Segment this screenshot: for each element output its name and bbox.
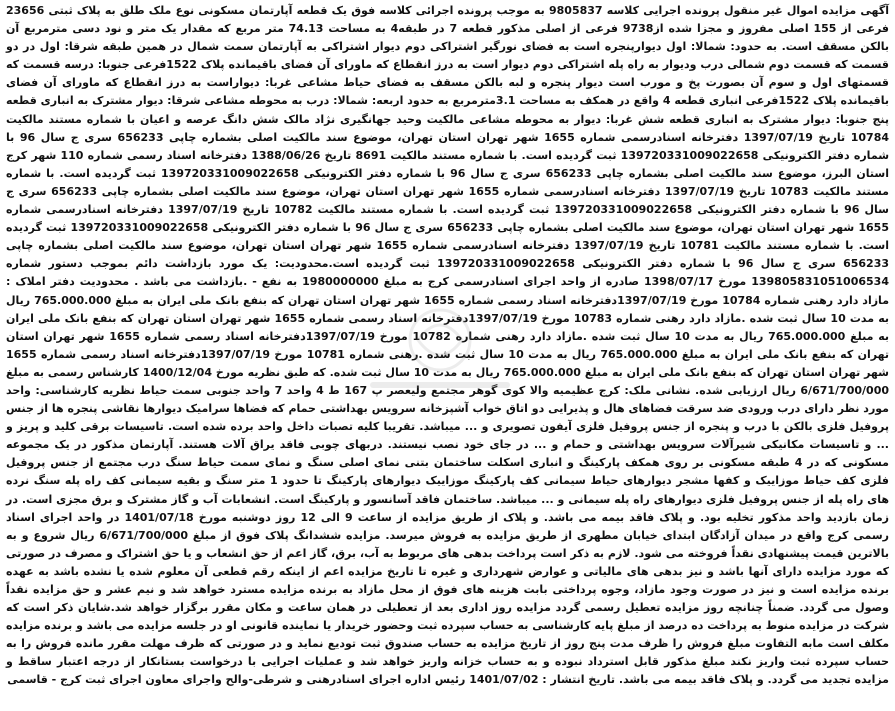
auction-notice-text: آگهی مزایده اموال غیر منقول پرونده اجرایی کلاسه 9805837 به موجب پرونده اجرائی کلاسه فوق یک قطعه آپارتمان مسکونی نوع ملک طلق به پلاک ثبتی 23656 فرعی از 155 اصلی مفروز و مجزا شده از9738 فرعی از اصلی مذکور قطعه 7 در طبقه4 به مساحت 74.13 متر مربع که مقدار یک متر و نود دسی مترمربع آن بالکن مسقف است. به حدود: شمالا: اول دیوارپنجره است به فضای نورگیر اشتراکی دوم دیوار اشتراکی به آپارتمان سمت شمال در همین طبقه شرقا: اول در دو قسمت که قسمت دوم شمالی درب ودیوار به راه پله اشتراکی دوم دیوار است به درز انقطاع که ماورای آن فضای باقیمانده پلاک 1522فرعی جنوبا: درسه قسمت که قسمتهای اول و سوم آن بصورت پخ و مورب است دیوار پنجره و لبه بالکن مسقف به فضای حیاط مشاعی غربا: دیواراست به درز انقطاع که ماورای آن فضای باقیمانده پلاک 1522فرعی انباری قطعه 4 واقع در همکف به مساحت 3.1مترمربع به حدود اربعه: شمالا: درب به محوطه مشاعی شرقا: دیوار مشترک به انباری قطعه پنج جنوبا: دیوار مشترک به انباری قطعه شش غربا: دیوار به محوطه مشاعی مالکیت وحید جهانگیری نژاد مالک شش دانگ عرصه و اعیان با شماره مستند مالکیت 10784 تاریخ 1397/07/19 دفترخانه اسنادرسمی شماره 1655 شهر تهران استان تهران، موضوع سند مالکیت اصلی بشماره چاپی 656233 سری ج سال 96 با شماره دفتر الکترونیکی 139720331009022658 ثبت گردیده است. با شماره مستند مالکیت 8691 تاریخ 1388/06/26 دفترخانه اسناد رسمی شماره 110 شهر کرج استان البرز، موضوع سند مالکیت اصلی بشماره چاپی 656233 سری ج سال 96 با شماره دفتر الکترونیکی 139720331009022658 ثبت گردیده است. با شماره مستند مالکیت 10783 تاریخ 1397/07/19 دفترخانه اسنادرسمی شماره 1655 شهر تهران استان تهران، موضوع سند مالکیت اصلی بشماره چاپی 656233 سری ج سال 96 با شماره دفتر الکترونیکی 139720331009022658 ثبت گردیده است. با شماره مستند مالکیت 10782 تاریخ 1397/07/19 دفترخانه اسنادرسمی شماره 1655 شهر تهران استان تهران، موضوع سند مالکیت اصلی بشماره چاپی 656233 سری ج سال 96 با شماره دفتر الکترونیکی 139720331009022658 ثبت گردیده است. با شماره مستند مالکیت 10781 تاریخ 1397/07/19 دفترخانه اسنادرسمی شماره 1655 شهر تهران استان تهران، موضوع سند مالکیت اصلی بشماره چاپی 656233 سری ج سال 96 با شماره دفتر الکترونیکی 139720331009022658 ثبت گردیده است.محدودیت: یک مورد بازداشت دائم بموجب دستور شماره 139805831051006534 مورخ 1398/07/17 صادره از واحد اجرای اسنادرسمی کرج به مبلغ 1980000000 به نفع - .بازداشت می باشد . محدودیت دفتر املاک : مازاد دارد رهنی شماره 10784 مورخ 1397/07/19دفترخانه اسناد رسمی شماره 1655 شهر تهران استان تهران که بنفع بانک ملی ایران به مبلغ 765.000.000 ریال به مدت 10 سال ثبت شده .مازاد دارد رهنی شماره 10783 مورخ 1397/07/19دفترخانه اسناد رسمی شماره 1655 شهر تهران استان تهران که بنفع بانک ملی ایران به مبلغ 765.000.000 ریال به مدت 10 سال ثبت شده .مازاد دارد رهنی شماره 10782 مورخ 1397/07/19دفترخانه اسناد رسمی شماره 1655 شهر تهران استان تهران که بنفع بانک ملی ایران به مبلغ 765.000.000 ریال به مدت 10 سال ثبت شده .رهنی شماره 10781 مورخ 1397/07/19دفترخانه اسناد رسمی شماره 1655 شهر تهران استان تهران که بنفع بانک ملی ایران به مبلغ 765.000.000 ریال به مدت 10 سال ثبت شده. که طبق نظریه مورخ 1400/12/04 کارشناس رسمی به مبلغ 6/671/700/000 ریال ارزیابی شده. نشانی ملک: کرج عظیمیه والا کوی گوهر مجتمع ولیعصر پ 167 ط 4 واحد 7 واحد جنوبی سمت حیاط نظریه کارشناسی: واحد مورد نظر دارای درب ورودی ضد سرقت فضاهای هال و پذیرایی دو اتاق خواب آشپزخانه سرویس بهداشتی حمام که فضاها سرامیک دیوارها نقاشی پنجره ها از جنس پروفیل فلزی بالکن با درب و پنجره از جنس پروفیل فلزی آیفون تصویری و ... میباشد. تقریبا کلیه تصبات داخل واحد برده شده است. تاسیسات برقی کلید و پریز و ... و تاسیسات مکانیکی شیرآلات سرویس بهداشتی و حمام و ... در جای خود نصب نیستند. دربهای چوبی فاقد یراق آلات هستند. آپارتمان مذکور در یک مجموعه مسکونی که در 4 طبقه مسکونی بر روی همکف پارکینگ و انباری اسکلت ساختمان بتنی نمای اصلی سنگ و نمای سمت حیاط سنگ درب مجتمع از جنس پروفیل فلزی کف حیاط موزاییک و کفها مشجر دیوارهای حیاط سیمانی کف پارکینگ موزاییک دیوارهای پارکینگ تا حدود 1 متر سنگ و بقیه سیمانی کف راه پله سنگ نرده های راه پله از جنس پروفیل فلزی دیوارهای راه پله سیمانی و ... میباشد. ساختمان فاقد آسانسور و پارکینگ است. انشعابات آب و گاز مشترک و برق مجزی است. در زمان بازدید واحد مذکور تخلیه بود. و پلاک فاقد بیمه می باشد. و پلاک از طریق مزایده از ساعت 9 الی 12 روز دوشنبه مورخ 1401/07/18 در واحد اجرای اسناد رسمی کرج واقع در میدان آزادگان ابتدای خیابان مطهری از طریق مزایده به فروش میرسد. مزایده ششدانگ پلاک فوق از مبلغ 6/671/700/000 ریال شروع و به بالاترین قیمت پیشنهادی نقداً فروخته می شود. لازم به ذکر است پرداخت بدهی های مربوط به آب، برق، گاز اعم از حق انشعاب و یا حق اشتراک و مصرف در صورتی که مورد مزایده دارای آنها باشد و نیز بدهی های مالیاتی و عوارض شهرداری و غیره تا تاریخ مزایده اعم از اینکه رقم قطعی آن معلوم شده یا نشده باشد به عهده برنده مزایده است و نیز در صورت وجود مازاد، وجوه پرداختی بابت هزینه های فوق از محل مازاد به برنده مزایده مسترد خواهد شد و نیم عشر و حق مزایده نقداً وصول می گردد. ضمناً چنانچه روز مزایده تعطیل رسمی گردد مزایده روز اداری بعد از تعطیلی در همان ساعت و مکان مقرر برگزار خواهد شد.شایان ذکر است که شرکت در مزایده منوط به پرداخت ده درصد از مبلغ پایه کارشناسی به حساب سپرده ثبت وحضور خریدار یا نماینده قانونی او در جلسه مزایده می باشد و برنده مزایده مکلف است مابه التفاوت مبلغ فروش را ظرف مدت پنج روز از تاریخ مزایده به حساب صندوق ثبت تودیع نماید و در صورتی که ظرف مهلت مقرر مانده فروش را به حساب سپرده ثبت واریز نکند مبلغ مذکور قابل استرداد نبوده و به حساب خزانه واریز خواهد شد و عملیات اجرایی با درخواست بستانکار از درجه اعتبار ساقط و مزایده تجدید می گردد. و پلاک فاقد بیمه می باشد. تاریخ انتشار : 1401/07/02 رئیس اداره اجرای اسنادرهنی و شرطی-والح واجرای معاون اجرای ثبت کرج - قاسمی [6, 4, 890, 687]
